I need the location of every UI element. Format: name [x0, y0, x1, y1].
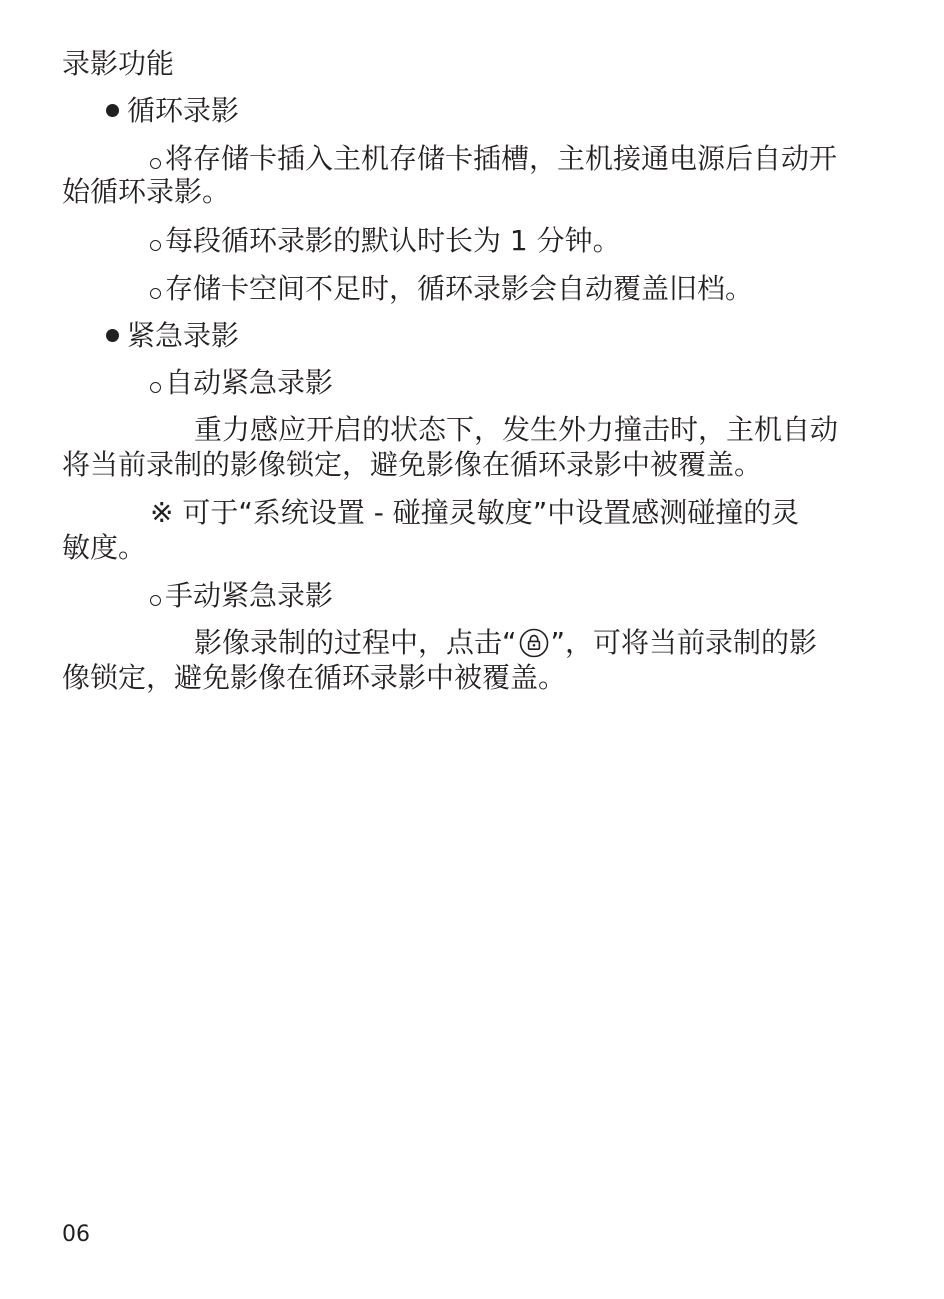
- bullet-dot-icon: [106, 329, 119, 342]
- loop-item-2: [150, 225, 621, 257]
- sub-bullet-circle-icon: [150, 595, 161, 606]
- emergency-heading-text: 紧急录影: [127, 319, 240, 352]
- lock-button-icon: [519, 628, 549, 658]
- sub-bullet-circle-icon: [150, 158, 161, 169]
- section-title: 录影功能: [62, 47, 175, 80]
- manual-emergency-para-line-2: 像锁定，避免影像在循环录影中被覆盖。: [62, 661, 567, 694]
- manual-para-prefix: 影像录制的过程中，点击“: [194, 626, 517, 659]
- page-number: 06: [62, 1222, 90, 1247]
- loop-item-3: [150, 273, 753, 305]
- sub-bullet-circle-icon: [150, 288, 161, 299]
- auto-emergency-heading-text: 自动紧急录影: [165, 366, 334, 399]
- loop-item-1-line-1: [150, 143, 837, 175]
- loop-item-3-text: 存储卡空间不足时，循环录影会自动覆盖旧档。: [165, 272, 754, 305]
- loop-heading-text: 循环录影: [127, 94, 240, 127]
- auto-emergency-note-line-2: 敏度。: [62, 531, 147, 564]
- emergency-recording-heading: [106, 320, 239, 352]
- bullet-dot-icon: [106, 104, 119, 117]
- auto-emergency-para-line-1: 重力感应开启的状态下，发生外力撞击时，主机自动: [194, 413, 839, 446]
- loop-recording-heading: [106, 95, 239, 127]
- auto-emergency-para-line-2: 将当前录制的影像锁定，避免影像在循环录影中被覆盖。: [62, 448, 763, 481]
- manual-emergency-para-line-1: [194, 627, 817, 659]
- loop-item-1-line-2: 始循环录影。: [62, 175, 231, 208]
- auto-emergency-heading: [150, 367, 333, 399]
- loop-item-1-text: 将存储卡插入主机存储卡插槽，主机接通电源后自动开: [165, 142, 838, 175]
- manual-para-suffix: ”，可将当前录制的影: [550, 626, 818, 659]
- sub-bullet-circle-icon: [150, 382, 161, 393]
- manual-emergency-heading: [150, 580, 333, 612]
- sub-bullet-circle-icon: [150, 240, 161, 251]
- auto-emergency-note-line-1: ※ 可于“系统设置 - 碰撞灵敏度”中设置感测碰撞的灵: [150, 496, 800, 529]
- loop-item-2-text: 每段循环录影的默认时长为 1 分钟。: [165, 224, 621, 257]
- manual-emergency-heading-text: 手动紧急录影: [165, 579, 334, 612]
